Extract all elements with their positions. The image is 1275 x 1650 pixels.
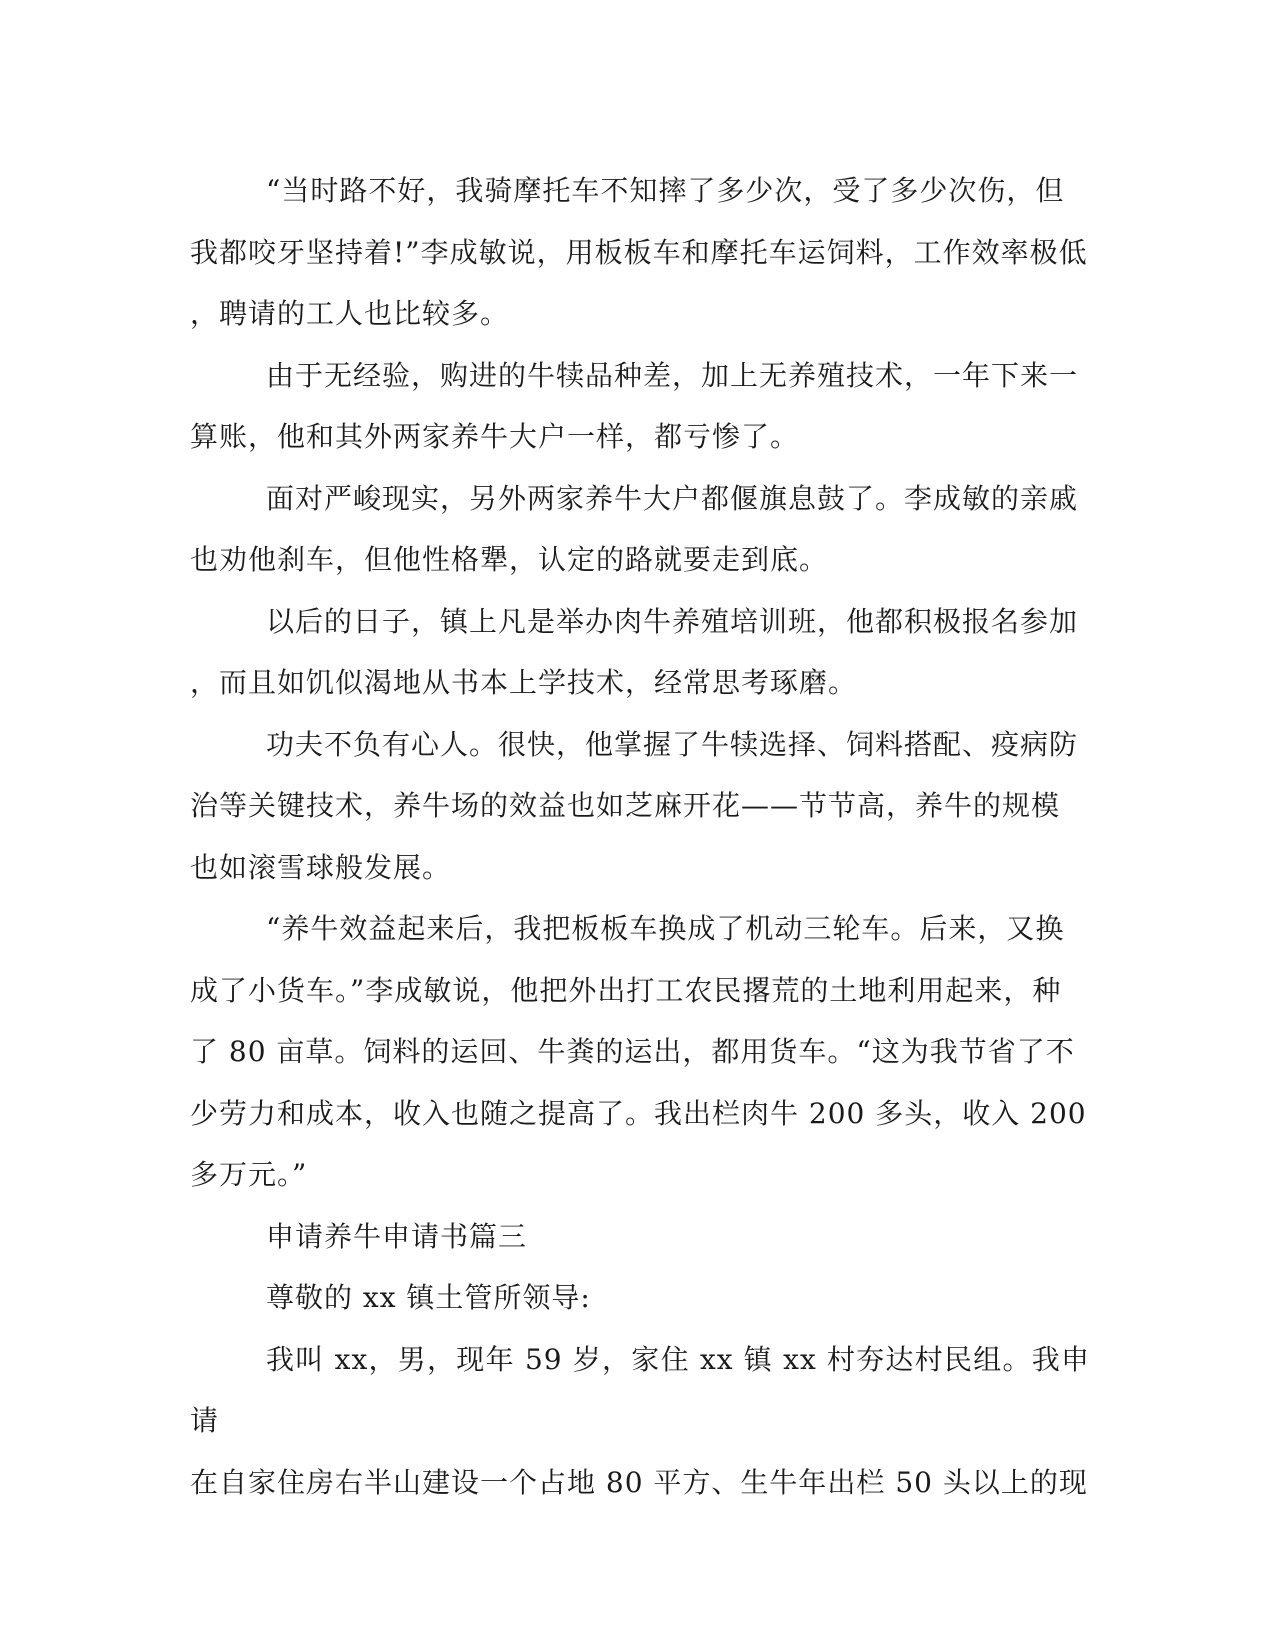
document-body (190, 160, 1090, 1513)
paragraph-6: “养牛效益起来后，我把板板车换成了机动三轮车。后来，又换 成了小货车。”李成敏说，他把外出打工农民撂荒的土地利用起来，种 了 80 亩草。饲料的运回、牛粪的运出，都用货车。“这为我节省了不 少劳力和成本，收入也随之提高了。我出栏肉牛 200 多头，收入 200 多万元。” (190, 912, 1087, 1191)
paragraph-7: 我叫 xx，男，现年 59 岁，家住 xx 镇 xx 村夯达村民组。我申请 在自家住房右半山建设一个占地 80 平方、生牛年出栏 50 头以上的现 (190, 1342, 1090, 1499)
section-heading: 申请养牛申请书篇三 (266, 1219, 528, 1253)
paragraph-4: 以后的日子，镇上凡是举办肉牛养殖培训班，他都积极报名参加 ，而且如饥似渴地从书本上学技术，经常思考琢磨。 (190, 604, 1079, 699)
paragraph-5: 功夫不负有心人。很快，他掌握了牛犊选择、饲料搭配、疫病防 治等关键技术，养牛场的效益也如芝麻开花——节节高，养牛的规模 也如滚雪球般发展。 (190, 727, 1079, 884)
paragraph-3: 面对严峻现实，另外两家养牛大户都偃旗息鼓了。李成敏的亲戚 也劝他刹车，但他性格犟，认定的路就要走到底。 (190, 481, 1079, 576)
salutation: 尊敬的 xx 镇土管所领导: (266, 1281, 591, 1314)
paragraph-2: 由于无经验，购进的牛犊品种差，加上无养殖技术，一年下来一 算账，他和其外两家养牛大户一样，都亏惨了。 (190, 358, 1079, 453)
paragraph-1: “当时路不好，我骑摩托车不知摔了多少次，受了多少次伤，但 我都咬牙坚持着!”李成敏说，用板板车和摩托车运饲料，工作效率极低 ，聘请的工人也比较多。 (190, 174, 1088, 330)
